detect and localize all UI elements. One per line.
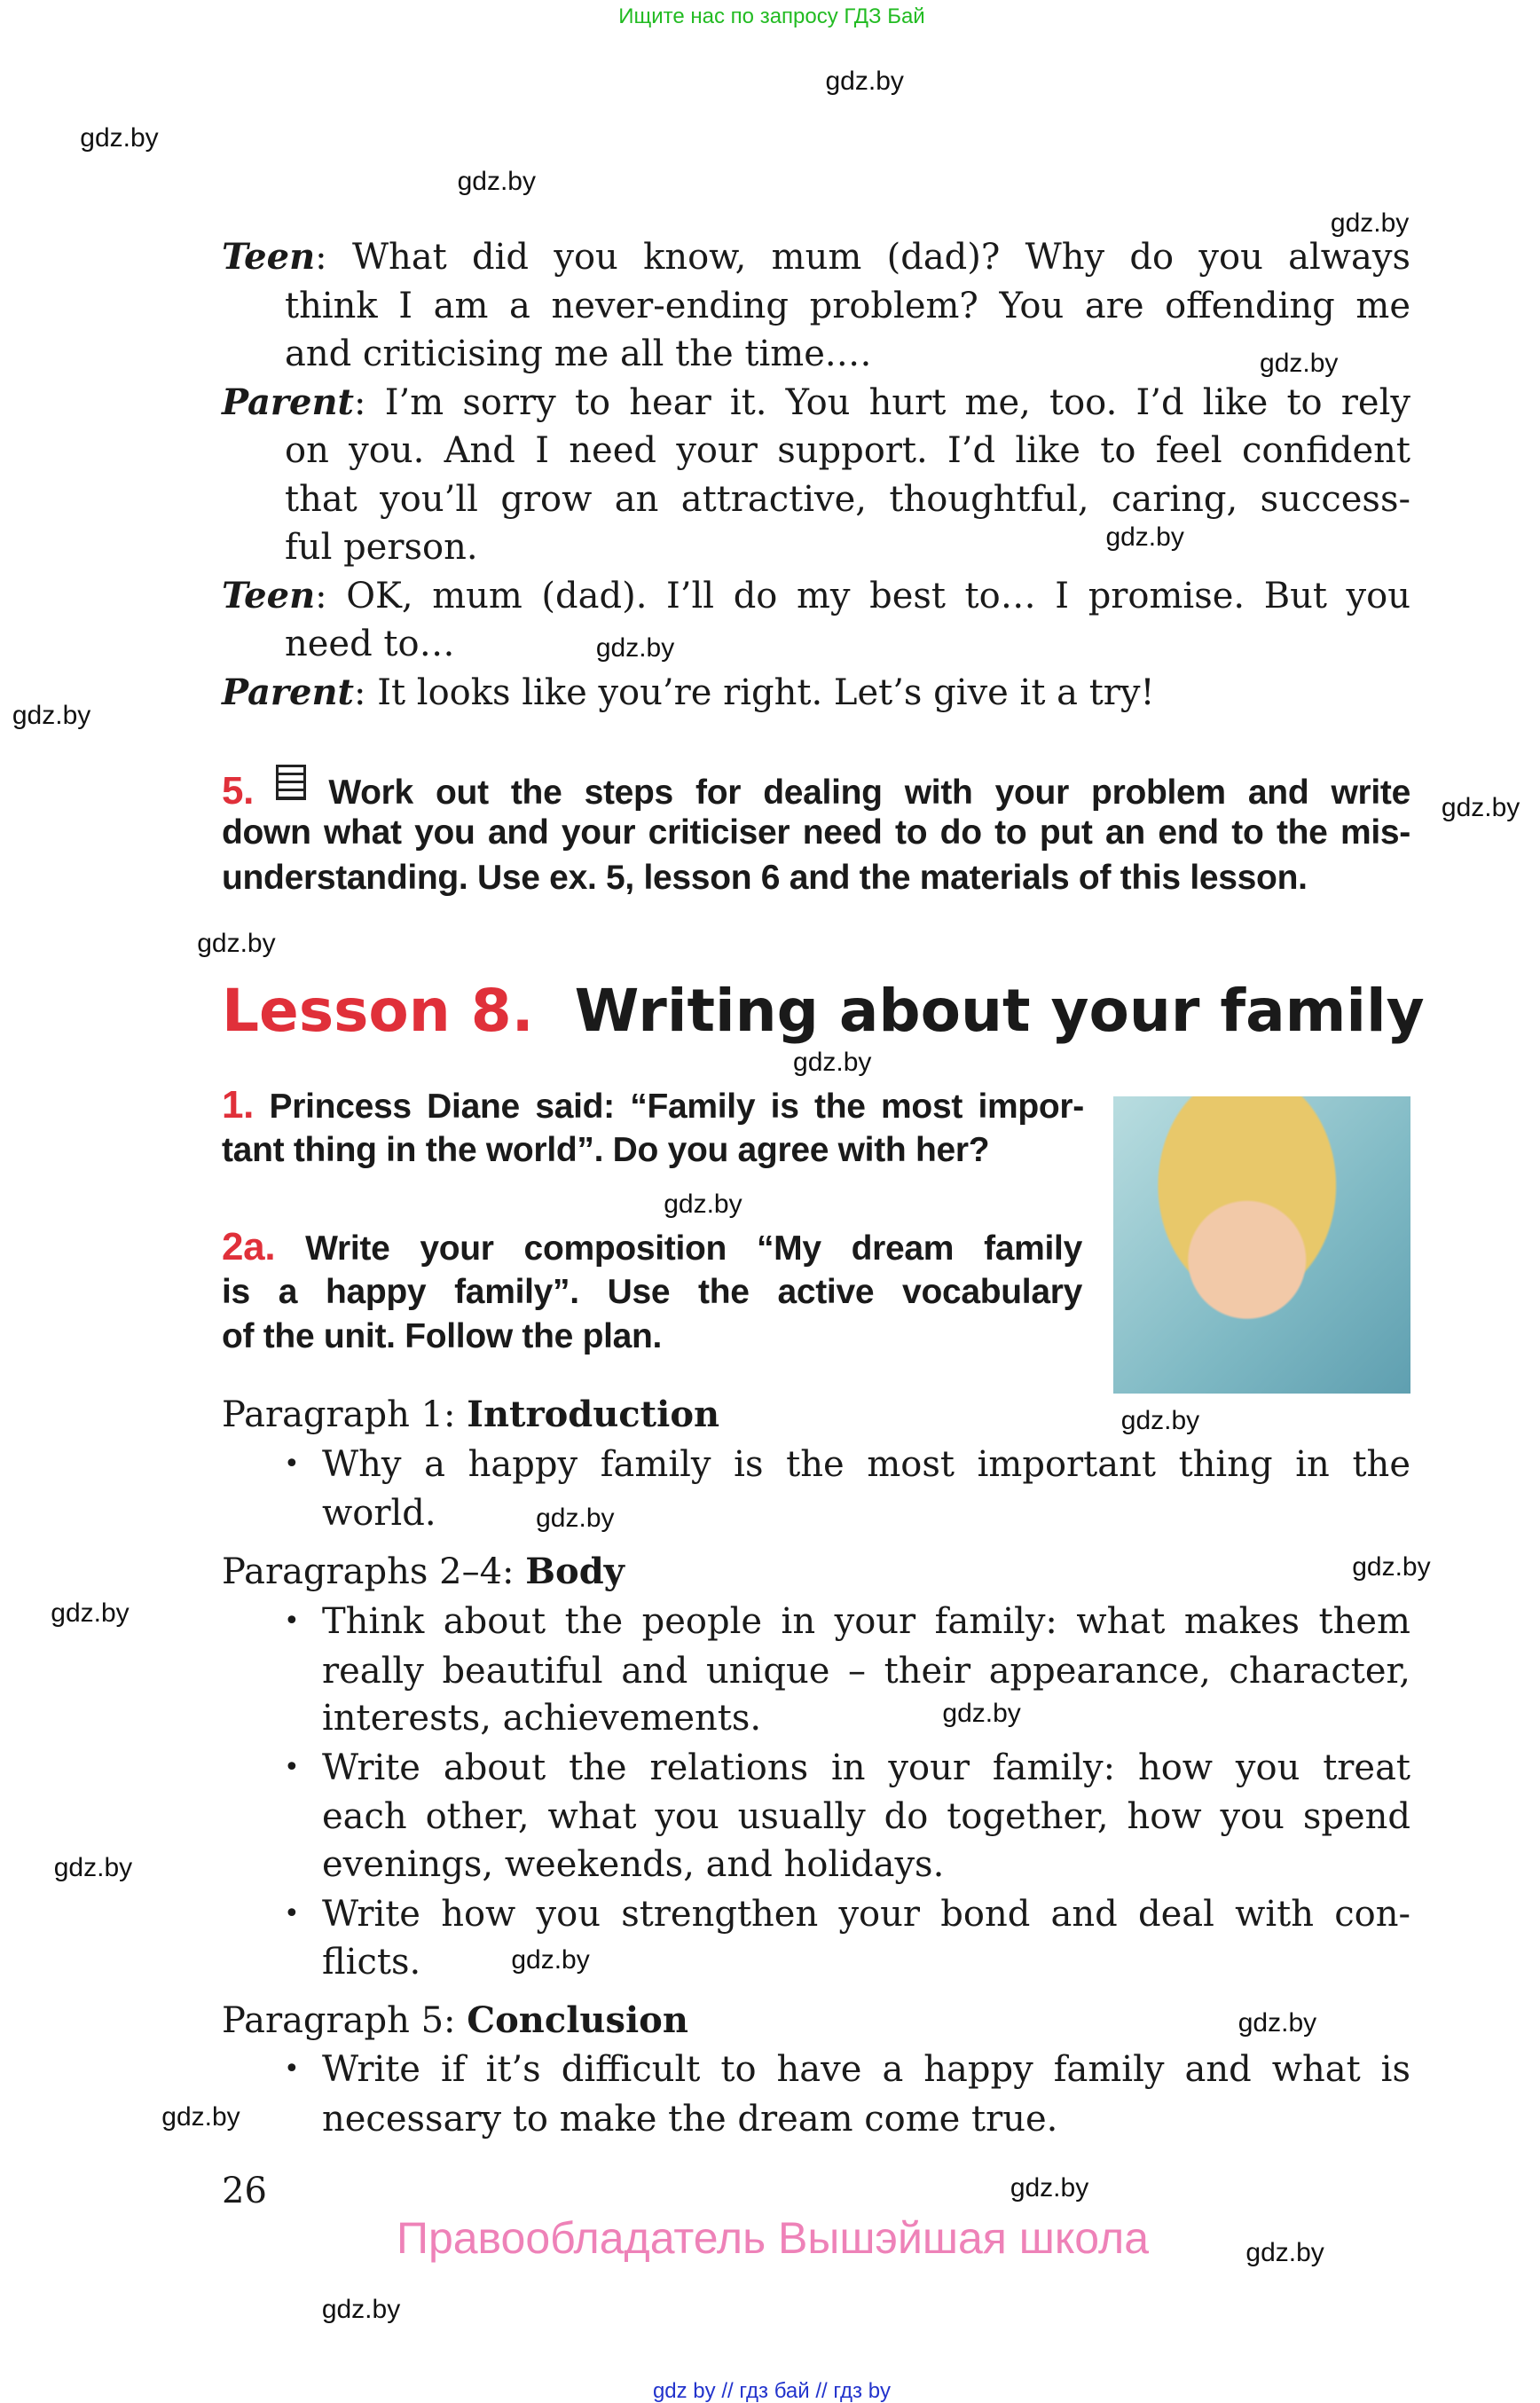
bullet-icon: • [284, 2054, 300, 2085]
exercise-number: 5. [222, 769, 255, 813]
plan-bullet-line [322, 1694, 1410, 1742]
plan-bullet-line [322, 1890, 1410, 1938]
dialogue-line [285, 427, 1410, 475]
exercise-text: understanding. Use ex. 5, lesson 6 and the materials of this lesson. [222, 859, 1308, 897]
watermark: gdz.by [1105, 522, 1184, 552]
watermark: gdz.by [1352, 1552, 1431, 1582]
exercise-2a-line [222, 1268, 1082, 1316]
watermark: gdz.by [1330, 208, 1410, 238]
dialogue-line [285, 330, 1410, 378]
watermark: gdz.by [51, 1598, 130, 1629]
exercise-2a-line [222, 1223, 1082, 1271]
bullet-text: flicts. [322, 1942, 421, 1983]
watermark: gdz.by [457, 166, 536, 196]
footer-link-gdz-by[interactable]: gdz by [652, 2379, 716, 2403]
speaker: Parent [222, 671, 355, 713]
footer-link-gdz-bai[interactable]: гдз бай [739, 2379, 810, 2403]
watermark: gdz.by [1010, 2172, 1089, 2203]
bullet-text: Think about the people in your family: what makes them [322, 1601, 1410, 1642]
plan-bullet-line [322, 2095, 1410, 2143]
watermark: gdz.by [825, 67, 904, 96]
header-note: Ищите нас по запросу ГДЗ Бай [618, 4, 925, 28]
watermark: gdz.by [80, 123, 159, 153]
footer-link-gdz-by-cyr[interactable]: гдз by [833, 2379, 892, 2403]
dialogue-line: Parent: It looks like you’re right. Let’s give it a try! [222, 671, 1155, 713]
watermark: gdz.by [793, 1047, 872, 1077]
plan-bullet-line [322, 1647, 1410, 1695]
dialogue-text: OK, mum (dad). I’ll do my best to… I promise. But you [346, 575, 1410, 616]
watermark: gdz.by [664, 1189, 742, 1219]
writing-icon [276, 765, 306, 800]
watermark: gdz.by [511, 1944, 590, 1975]
exercise-5-line [222, 809, 1410, 857]
dialogue-line: Parent: I’m sorry to hear it. You hurt me, too. I’d like to rely [222, 381, 1410, 423]
exercise-text: Work out the steps for dealing with your problem and write [328, 774, 1410, 812]
paragraph-label: Paragraph 1: [222, 1394, 468, 1435]
watermark: gdz.by [1441, 793, 1520, 823]
paragraph-heading: Body [525, 1551, 625, 1592]
dialogue-text: need to… [285, 624, 455, 664]
watermark: gdz.by [1260, 348, 1339, 378]
bullet-text: necessary to make the dream come true. [322, 2099, 1058, 2140]
bullet-text: Why a happy family is the most important thing in the [322, 1444, 1410, 1485]
plan-bullet-line [322, 1441, 1410, 1488]
dialogue-line: Teen: OK, mum (dad). I’ll do my best to… I promise. But you [222, 574, 1410, 616]
exercise-number: 1. [222, 1083, 255, 1127]
exercise-text: is a happy family”. Use the active vocabulary [222, 1273, 1082, 1311]
bullet-icon: • [284, 1449, 300, 1480]
speaker: Teen [222, 236, 316, 278]
exercise-text: down what you and your criticiser need to do to put an end to the mis- [222, 813, 1410, 852]
exercise-text: tant thing in the world”. Do you agree with her? [222, 1131, 990, 1169]
bullet-text: Write if it’s difficult to have a happy family and what is [322, 2049, 1410, 2090]
copyright-notice: Правообладатель Вышэйшая школа [397, 2213, 1149, 2263]
watermark: gdz.by [321, 2295, 401, 2324]
bullet-text: evenings, weekends, and holidays. [322, 1844, 945, 1885]
dialogue-text: I’m sorry to hear it. You hurt me, too. I’d like to rely [384, 381, 1410, 423]
dialogue-text: What did you know, mum (dad)? Why do you always [351, 237, 1410, 278]
exercise-text: Write your composition “My dream family [305, 1229, 1082, 1268]
dialogue-text: and criticising me all the time.… [285, 334, 872, 374]
exercise-text: of the unit. Follow the plan. [222, 1317, 663, 1355]
exercise-text: Princess Diane said: “Family is the most impor- [269, 1088, 1084, 1126]
plan-bullet-line [322, 1938, 1410, 1986]
bullet-icon: • [284, 1898, 300, 1929]
plan-bullet-line [322, 1598, 1410, 1645]
plan-heading [222, 1548, 1410, 1596]
watermark: gdz.by [197, 929, 276, 959]
paragraph-label: Paragraph 5: [222, 2000, 468, 2041]
bullet-icon: • [284, 1606, 300, 1637]
bullet-text: Write how you strengthen your bond and deal with con- [322, 1894, 1410, 1935]
dialogue-text: think I am a never-ending problem? You are offending me [285, 285, 1410, 326]
watermark: gdz.by [12, 701, 91, 731]
watermark: gdz.by [1120, 1406, 1200, 1436]
plan-bullet-line [322, 1841, 1410, 1889]
exercise-5-line [222, 854, 1410, 902]
dialogue-text: It looks like you’re right. Let’s give it a try! [377, 671, 1155, 713]
watermark: gdz.by [161, 2102, 240, 2132]
bullet-text: interests, achievements. [322, 1698, 762, 1739]
exercise-1-line [222, 1127, 1084, 1174]
exercise-5-line [222, 765, 1410, 813]
dialogue-line [285, 620, 1410, 668]
dialogue-line [285, 282, 1410, 330]
dialogue-text: on you. And I need your support. I’d like to feel confident [285, 430, 1410, 471]
dialogue-line [285, 475, 1410, 523]
watermark: gdz.by [1238, 2008, 1317, 2038]
bullet-text: Write about the relations in your family: how you treat [322, 1747, 1410, 1788]
lesson-title: Writing about your family [574, 977, 1425, 1045]
lesson-heading [222, 971, 1425, 1051]
plan-bullet-line [322, 1744, 1410, 1792]
plan-bullet-line [322, 2046, 1410, 2093]
speaker: Parent [222, 381, 355, 423]
paragraph-heading: Introduction [467, 1394, 720, 1435]
speaker: Teen [222, 574, 316, 616]
dialogue-line: Teen: What did you know, mum (dad)? Why do you always [222, 236, 1410, 278]
plan-bullet-line [322, 1489, 1410, 1537]
exercise-number: 2a. [222, 1225, 276, 1268]
dialogue-text: that you’ll grow an attractive, thoughtful, caring, success- [285, 478, 1410, 520]
bullet-text: world. [322, 1493, 436, 1534]
footer-links [0, 2379, 1540, 2403]
watermark: gdz.by [536, 1503, 615, 1533]
bullet-text: really beautiful and unique – their appearance, character, [322, 1651, 1410, 1692]
paragraph-heading: Conclusion [467, 1999, 688, 2041]
dialogue-text: ful person. [285, 527, 478, 568]
princess-diana-photo [1113, 1096, 1410, 1394]
watermark: gdz.by [942, 1699, 1021, 1729]
bullet-icon: • [284, 1752, 300, 1783]
exercise-1-line [222, 1081, 1084, 1129]
watermark: gdz.by [595, 632, 675, 663]
page-number: 26 [222, 2171, 267, 2211]
footer-separator: // [721, 2379, 734, 2403]
dialogue-line [285, 523, 1410, 571]
watermark: gdz.by [1245, 2237, 1324, 2267]
footer-separator: // [815, 2379, 828, 2403]
watermark: gdz.by [53, 1852, 133, 1882]
exercise-2a-line [222, 1313, 1082, 1361]
paragraph-label: Paragraphs 2–4: [222, 1551, 526, 1592]
plan-heading [222, 1997, 1410, 2045]
bullet-text: each other, what you usually do together, how you spend [322, 1796, 1410, 1837]
plan-heading [222, 1391, 1410, 1439]
lesson-label: Lesson 8. [222, 977, 534, 1045]
plan-bullet-line [322, 1793, 1410, 1841]
